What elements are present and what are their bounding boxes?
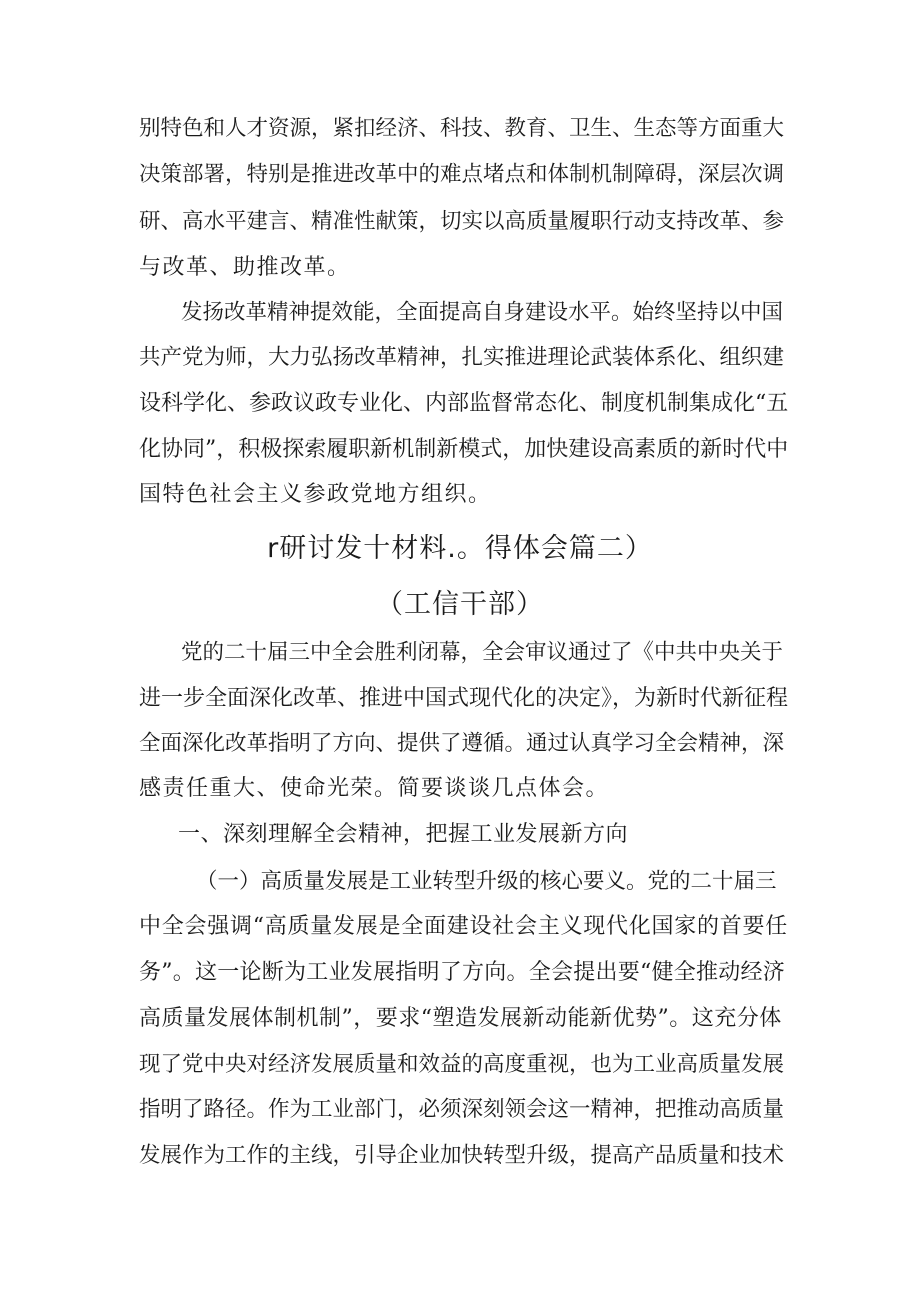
section-heading: 一、深刻理解全会精神，把握工业发展新方向 bbox=[178, 822, 629, 847]
text-line: 发扬改革精神提效能，全面提高自身建设水平。始终坚持以中国 bbox=[181, 300, 784, 325]
text-line: 党的二十届三中全会胜利闭幕，全会审议通过了《中共中央关于 bbox=[181, 640, 784, 665]
text-line: 国特色社会主义参政党地方组织。 bbox=[139, 482, 492, 507]
text-line: 研、高水平建言、精准性献策，切实以高质量履职行动支持改革、参 bbox=[139, 209, 785, 234]
section-subtitle: （工信干部） bbox=[376, 589, 544, 620]
text-line: 进一步全面深化改革、推进中国式现代化的决定》，为新时代新征程 bbox=[139, 686, 789, 711]
text-line: 全面深化改革指明了方向、提供了遵循。通过认真学习全会精神，深 bbox=[139, 731, 785, 756]
text-line: （一）高质量发展是工业转型升级的核心要义。党的二十届三 bbox=[196, 869, 777, 894]
text-line: 高质量发展体制机制”，要求“塑造发展新动能新优势”。这充分体 bbox=[139, 1006, 782, 1031]
text-line: 中全会强调“高质量发展是全面建设社会主义现代化国家的首要任 bbox=[139, 914, 788, 939]
text-line: 别特色和人才资源，紧扣经济、科技、教育、卫生、生态等方面重大 bbox=[139, 116, 785, 141]
text-line: 与改革、助推改革。 bbox=[139, 255, 351, 280]
text-line: 感责任重大、使命光荣。简要谈谈几点体会。 bbox=[139, 776, 610, 801]
text-line: 现了党中央对经济发展质量和效益的高度重视，也为工业高质量发展 bbox=[139, 1052, 785, 1077]
text-line: 化协同”，积极探索履职新机制新模式，加快建设高素质的新时代中 bbox=[139, 437, 789, 462]
text-line: 决策部署，特别是推进改革中的难点堵点和体制机制障碍，深层次调 bbox=[139, 162, 785, 187]
text-line: 指明了路径。作为工业部门，必须深刻领会这一精神，把推动高质量 bbox=[139, 1097, 785, 1122]
text-line: 发展作为工作的主线，引导企业加快转型升级，提高产品质量和技术 bbox=[139, 1143, 785, 1168]
text-line: 共产党为师，大力弘扬改革精神，扎实推进理论武装体系化、组织建 bbox=[139, 345, 785, 370]
text-line: 设科学化、参政议政专业化、内部监督常态化、制度机制集成化“五 bbox=[139, 391, 789, 416]
section-title: r研讨发十材料.。得体会篇二） bbox=[267, 533, 653, 564]
text-line: 务”。这一论断为工业发展指明了方向。全会提出要“健全推动经济 bbox=[139, 960, 785, 985]
